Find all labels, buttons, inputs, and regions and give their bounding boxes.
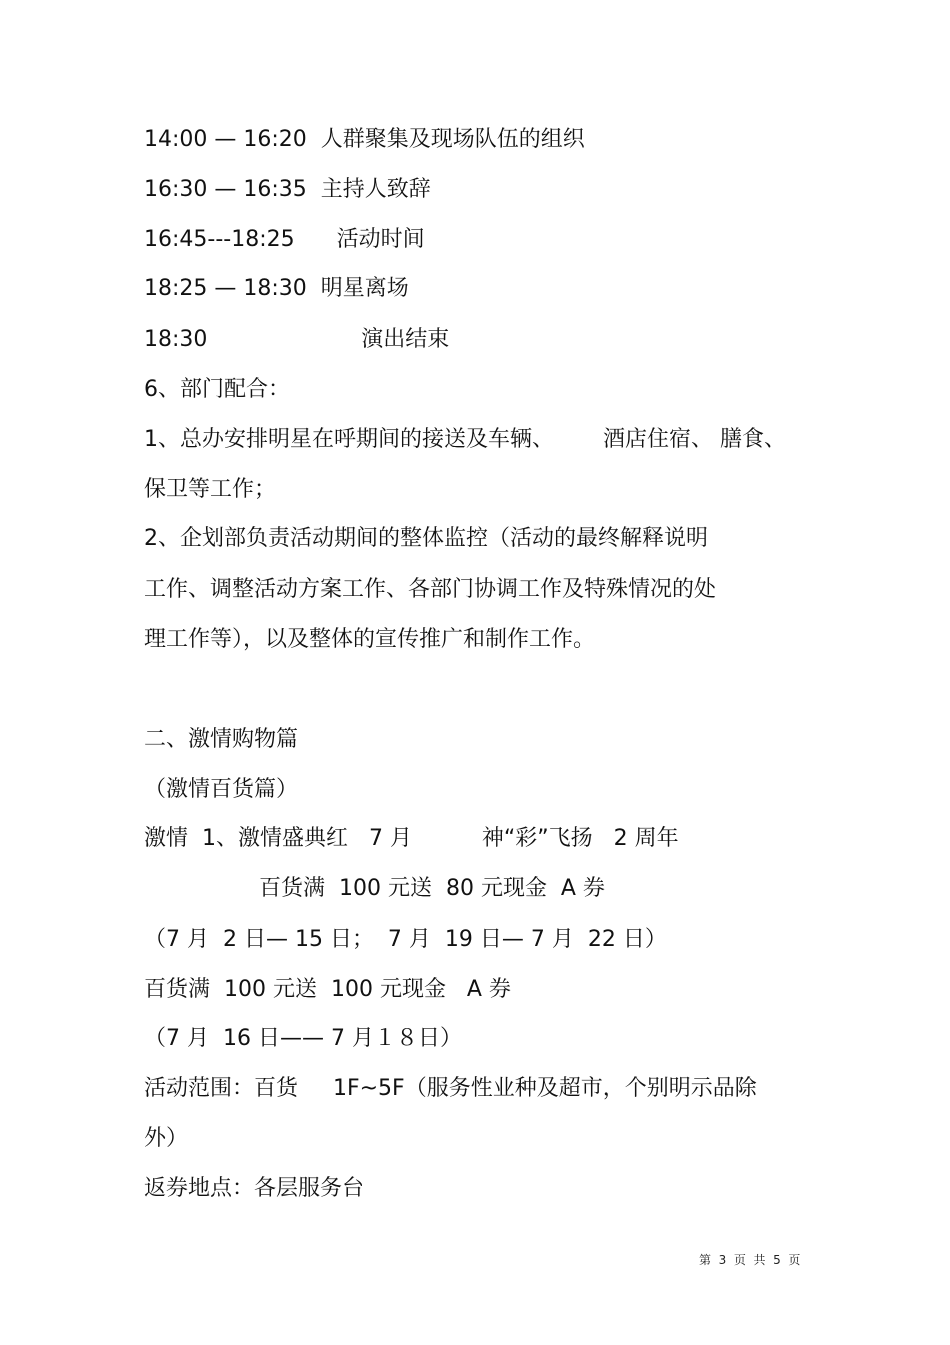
- paragraph-line: 理工作等），以及整体的宣传推广和制作工作。: [144, 627, 596, 652]
- section-heading-shopping: 二、激情购物篇: [144, 727, 299, 752]
- schedule-line-5: 18:30 演出结束: [144, 327, 450, 352]
- paragraph-line: （7 月 16 日—— 7 月１８日）: [144, 1026, 462, 1051]
- schedule-line-4: 18:25 — 18:30 明星离场: [144, 276, 409, 301]
- paragraph-line: 百货满 100 元送 80 元现金 A 券: [259, 876, 605, 901]
- paragraph-line: 工作、调整活动方案工作、各部门协调工作及特殊情况的处: [144, 577, 717, 602]
- section-heading-departments: 6、部门配合：: [144, 377, 290, 402]
- paragraph-line: （7 月 2 日— 15 日； 7 月 19 日— 7 月 22 日）: [144, 927, 667, 952]
- paragraph-line: 保卫等工作；: [144, 477, 277, 502]
- paragraph-line: 1、总办安排明星在呼期间的接送及车辆、 酒店住宿、 膳食、: [144, 427, 786, 452]
- schedule-line-2: 16:30 — 16:35 主持人致辞: [144, 177, 431, 202]
- paragraph-line: 活动范围：百货 1F~5F（服务性业种及超市，个别明示品除: [144, 1076, 757, 1101]
- page-number-footer: 第 3 页 共 5 页: [699, 1253, 801, 1267]
- schedule-line-1: 14:00 — 16:20 人群聚集及现场队伍的组织: [144, 127, 585, 152]
- paragraph-line: 百货满 100 元送 100 元现金 A 券: [144, 977, 511, 1002]
- paragraph-line: 返券地点：各层服务台: [144, 1176, 365, 1201]
- paragraph-line: 外）: [144, 1126, 189, 1151]
- paragraph-line: 激情 1、激情盛典红 7 月 神“彩”飞扬 2 周年: [144, 826, 679, 851]
- schedule-line-3: 16:45---18:25 活动时间: [144, 227, 425, 252]
- paragraph-line: 2、企划部负责活动期间的整体监控（活动的最终解释说明: [144, 526, 708, 551]
- subsection-heading: （激情百货篇）: [144, 777, 299, 802]
